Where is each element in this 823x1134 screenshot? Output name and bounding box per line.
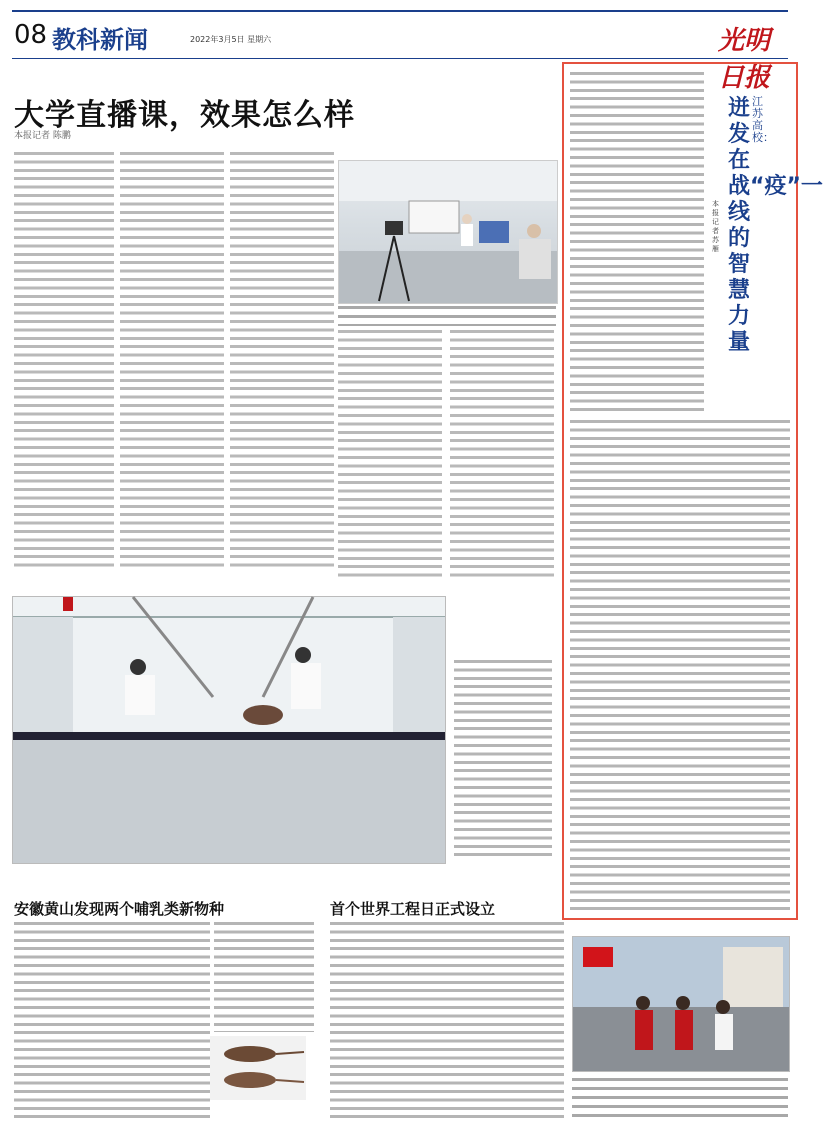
- sidebar-text-top: [570, 72, 704, 412]
- side-note-box: [454, 660, 552, 860]
- classroom-scene: [339, 161, 557, 303]
- top-rule: [12, 10, 788, 12]
- greenhouse-scene: [13, 597, 445, 863]
- article-column-2: [120, 152, 224, 572]
- campus-scene: [573, 937, 789, 1071]
- dateline: 2022年3月5日 星期六: [190, 35, 272, 44]
- sidebar-author: 本报记者 苏雁: [712, 200, 719, 253]
- newspaper-logo: 光明日报: [718, 26, 771, 93]
- photo1-caption: [338, 306, 556, 326]
- article-column-4: [338, 330, 442, 580]
- bottom-left-text: [14, 922, 210, 1122]
- page-number: 08: [14, 20, 48, 50]
- masthead-rule: [12, 58, 788, 59]
- photo2-caption: [572, 1078, 788, 1118]
- specimen-image: [210, 1036, 306, 1100]
- bottom-right-headline: 首个世界工程日正式设立: [330, 900, 496, 918]
- masthead: [12, 14, 788, 93]
- article-column-5: [450, 330, 554, 580]
- bottom-right-text: [330, 922, 564, 1122]
- sidebar-text-bottom: [570, 420, 790, 910]
- main-headline: 大学直播课，效果怎么样: [14, 98, 355, 133]
- campus-volunteers-photo: [572, 936, 790, 1072]
- mammal-specimen-photo: [210, 1036, 306, 1100]
- article-column-3: [230, 152, 334, 572]
- sidebar-kicker: 江苏高校：: [752, 95, 774, 144]
- article-column-1: [14, 152, 114, 572]
- greenhouse-lab-photo: [12, 596, 446, 864]
- section-title: 教科新闻: [52, 26, 148, 54]
- classroom-livestream-photo: [338, 160, 558, 304]
- bottom-left-headline: 安徽黄山发现两个哺乳类新物种: [14, 900, 225, 918]
- main-byline: 本报记者 陈鹏: [14, 131, 71, 141]
- sidebar-title: 迸发在战“疫”一线的智慧力量: [728, 96, 823, 355]
- bottom-mid-text: [214, 922, 314, 1032]
